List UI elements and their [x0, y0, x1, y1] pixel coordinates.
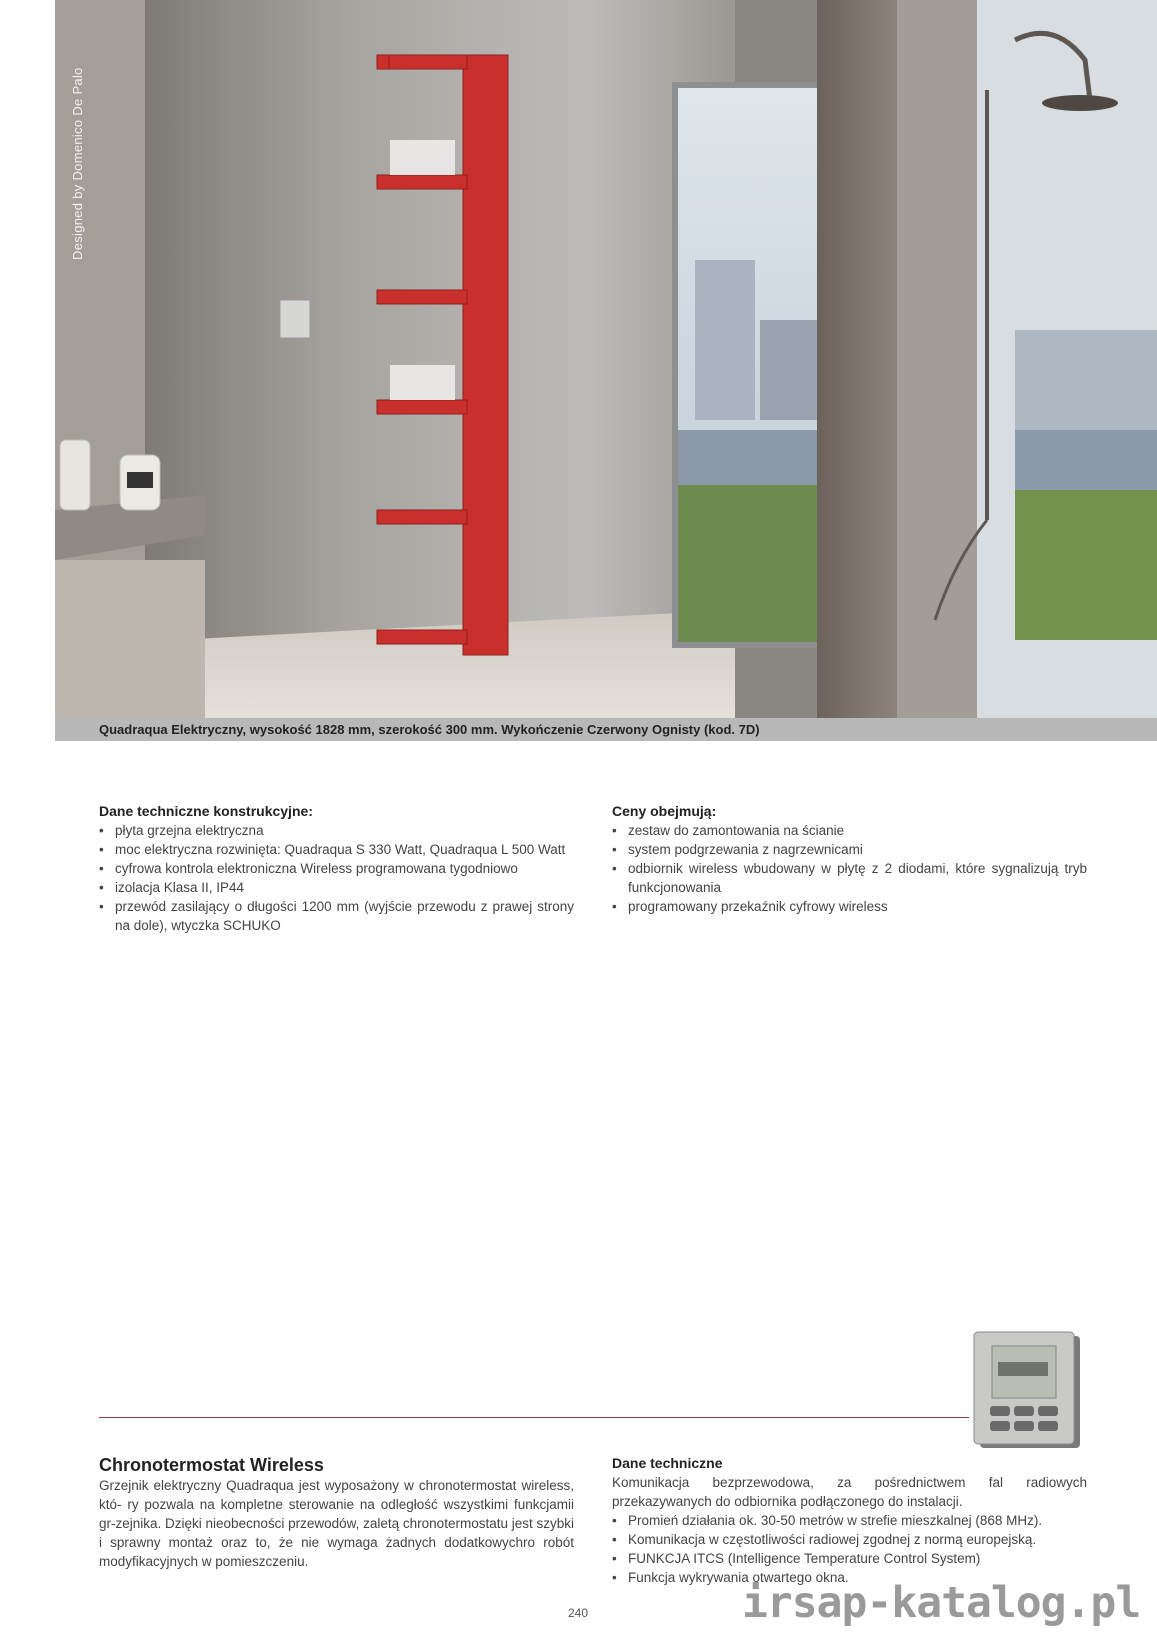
chronothermostat-section — [99, 1456, 574, 1571]
watermark: irsap-katalog.pl — [742, 1578, 1141, 1628]
hero-photo — [55, 0, 1157, 718]
technical-data-intro: Komunikacja bezprzewodowa, za pośrednictwem fal radiowych przekazywanych do odbiornika podłączonego do instalacji. — [612, 1475, 1087, 1509]
list-item: • odbiornik wireless wbudowany w płytę z 2 diodami, które sygnalizują tryb funkcjonowania — [612, 859, 1087, 897]
technical-data-list — [612, 1511, 1087, 1587]
bathroom-illustration — [55, 0, 1157, 718]
list-item: • programowany przekaźnik cyfrowy wireless — [612, 897, 1087, 916]
list-item: • Funkcja wykrywania otwartego okna. — [612, 1568, 1087, 1587]
technical-construction-section — [99, 802, 574, 935]
section-divider — [99, 1417, 969, 1418]
list-item: • płyta grzejna elektryczna — [99, 821, 574, 840]
list-item: • FUNKCJA ITCS (Intelligence Temperature Control System) — [612, 1549, 1087, 1568]
list-item: • zestaw do zamontowania na ścianie — [612, 821, 1087, 840]
technical-data-section — [612, 1454, 1087, 1587]
page-number: 240 — [568, 1606, 589, 1620]
chronothermostat-body: Grzejnik elektryczny Quadraqua jest wyposażony w chronotermostat wireless, któ- ry pozwala na kompletne sterowanie na odległość wszystkimi funkcjamii gr-zejnika. Dzięki nieobecności przewodów, zaletą chronotermostatu jest szybki i sprawny montaż oraz to, że nie wymaga żadnych dodatkowychro robót modyfikacyjnych w pomieszczeniu. — [99, 1478, 574, 1569]
price-includes-section — [612, 802, 1087, 916]
list-item: • przewód zasilający o długości 1200 mm (wyjście przewodu z prawej strony na dole), wtyczka SCHUKO — [99, 897, 574, 935]
list-item: • moc elektryczna rozwinięta: Quadraqua S 330 Watt, Quadraqua L 500 Watt — [99, 840, 574, 859]
technical-data-heading: Dane techniczne — [612, 1455, 723, 1471]
list-item: • cyfrowa kontrola elektroniczna Wireless programowana tygodniowo — [99, 859, 574, 878]
list-item: • Promień działania ok. 30-50 metrów w strefie mieszkalnej (868 MHz). — [612, 1511, 1087, 1530]
list-item: • Komunikacja w częstotliwości radiowej zgodnej z normą europejską. — [612, 1530, 1087, 1549]
designer-credit: Designed by Domenico De Palo — [70, 67, 85, 260]
technical-construction-heading: Dane techniczne konstrukcyjne: — [99, 803, 313, 819]
chronothermostat-title: Chronotermostat Wireless — [99, 1455, 324, 1475]
technical-construction-list — [99, 821, 574, 935]
photo-caption: Quadraqua Elektryczny, wysokość 1828 mm, szerokość 300 mm. Wykończenie Czerwony Ognisty (kod. 7D) — [99, 722, 760, 737]
thermostat-device-image — [970, 1328, 1090, 1463]
list-item: • izolacja Klasa II, IP44 — [99, 878, 574, 897]
price-includes-heading: Ceny obejmują: — [612, 803, 717, 819]
list-item: • system podgrzewania z nagrzewnicami — [612, 840, 1087, 859]
price-includes-list — [612, 821, 1087, 916]
